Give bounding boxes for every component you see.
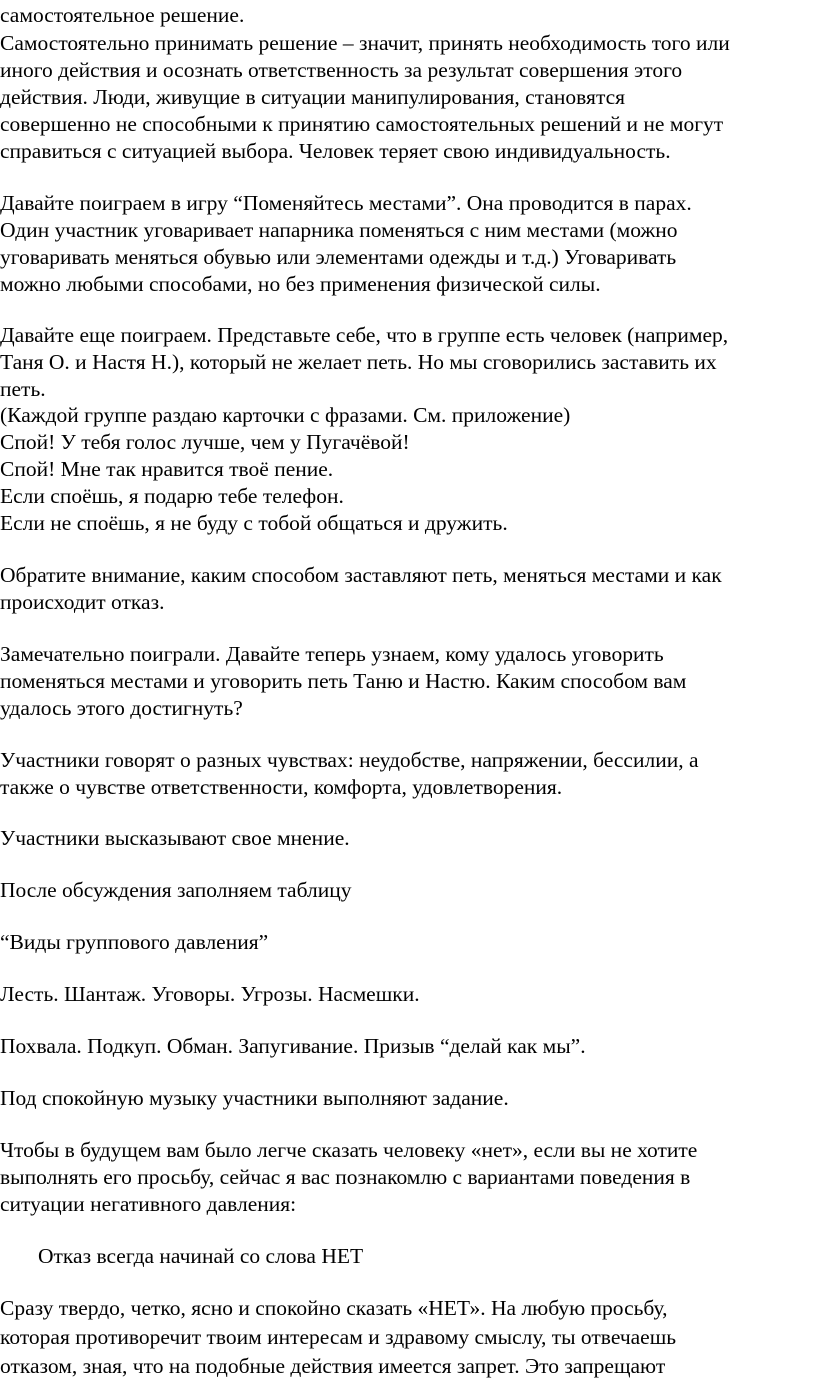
text-line: самостоятельное решение. (0, 3, 245, 27)
text-line: Обратите внимание, каким способом заставляют петь, меняться местами и как (0, 563, 722, 587)
text-line: После обсуждения заполняем таблицу (0, 878, 352, 902)
text-line: действия. Люди, живущие в ситуации манипулирования, становятся (0, 85, 626, 109)
text-line: которая противоречит твоим интересам и здравому смыслу, ты отвечаешь (0, 1325, 677, 1349)
text-line: “Виды группового давления” (0, 930, 269, 954)
text-line: Давайте поиграем в игру “Поменяйтесь местами”. Она проводится в парах. (0, 191, 692, 215)
text-line: выполнять его просьбу, сейчас я вас познакомлю с вариантами поведения в (0, 1165, 691, 1189)
text-line: также о чувстве ответственности, комфорта, удовлетворения. (0, 775, 563, 799)
text-line: ситуации негативного давления: (0, 1192, 297, 1216)
text-line: происходит отказ. (0, 590, 165, 614)
text-line: Лесть. Шантаж. Уговоры. Угрозы. Насмешки. (0, 982, 420, 1006)
text-line: иного действия и осознать ответственность за результат совершения этого (0, 58, 683, 82)
text-line: (Каждой группе раздаю карточки с фразами. См. приложение) (0, 403, 571, 427)
text-line: уговаривать меняться обувью или элементами одежды и т.д.) Уговаривать (0, 245, 677, 269)
text-line: Давайте еще поиграем. Представьте себе, что в группе есть человек (например, (0, 323, 729, 347)
text-line: Спой! Мне так нравится твоё пение. (0, 457, 334, 481)
text-line: Сразу твердо, четко, ясно и спокойно сказать «НЕТ». На любую просьбу, (0, 1296, 668, 1320)
text-line: петь. (0, 377, 46, 401)
text-line: можно любыми способами, но без применения физической силы. (0, 272, 601, 296)
text-line: поменяться местами и уговорить петь Таню и Настю. Каким способом вам (0, 669, 687, 693)
text-line: Таня О. и Настя Н.), который не желает петь. Но мы сговорились заставить их (0, 350, 717, 374)
text-line: Участники высказывают свое мнение. (0, 826, 350, 850)
text-line: Похвала. Подкуп. Обман. Запугивание. Призыв “делай как мы”. (0, 1034, 586, 1058)
text-line: отказом, зная, что на подобные действия имеется запрет. Это запрещают (0, 1354, 666, 1378)
subheading-line: Отказ всегда начинай со слова НЕТ (38, 1244, 364, 1268)
text-line: Один участник уговаривает напарника поменяться с ним местами (можно (0, 218, 678, 242)
text-line: Самостоятельно принимать решение – значит, принять необходимость того или (0, 31, 730, 55)
text-line: справиться с ситуацией выбора. Человек теряет свою индивидуальность. (0, 139, 671, 163)
text-line: Спой! У тебя голос лучше, чем у Пугачёвой! (0, 430, 410, 454)
text-line: Участники говорят о разных чувствах: неудобстве, напряжении, бессилии, а (0, 748, 699, 772)
text-line: Чтобы в будущем вам было легче сказать человеку «нет», если вы не хотите (0, 1138, 698, 1162)
text-line: совершенно не способными к принятию самостоятельных решений и не могут (0, 112, 724, 136)
text-line: Замечательно поиграли. Давайте теперь узнаем, кому удалось уговорить (0, 642, 664, 666)
text-line: удалось этого достигнуть? (0, 696, 243, 720)
text-line: Если споёшь, я подарю тебе телефон. (0, 484, 344, 508)
text-line: Если не споёшь, я не буду с тобой общаться и дружить. (0, 511, 508, 535)
text-line: Под спокойную музыку участники выполняют задание. (0, 1086, 509, 1110)
